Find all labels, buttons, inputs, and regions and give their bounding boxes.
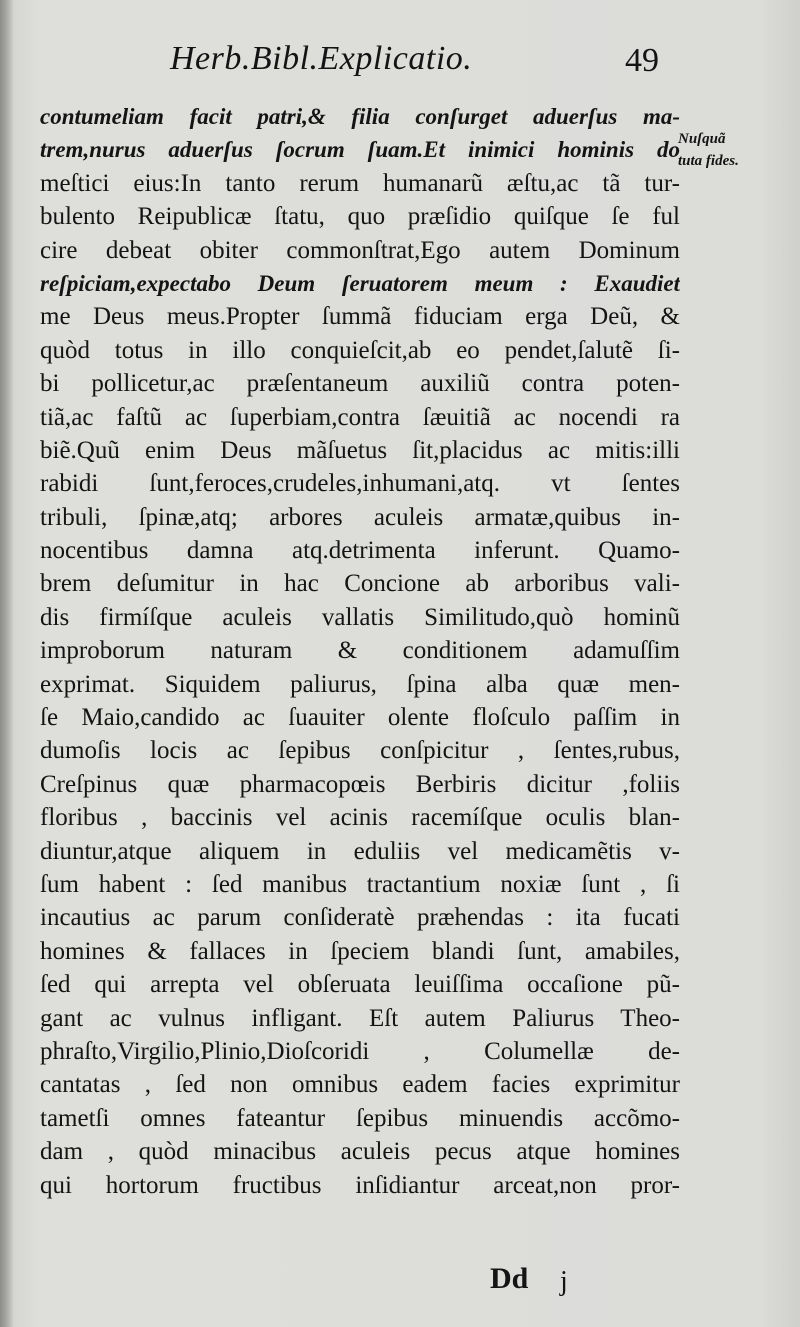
text-line: rabidi ſunt,feroces,crudeles,inhumani,atq. vt ſentes	[40, 470, 680, 498]
margin-note-line: tuta fides.	[678, 153, 739, 169]
text-line: incautius ac parum conſideratè præhendas : ita fucati	[40, 904, 680, 932]
text-line: tiã,ac faſtũ ac ſuperbiam,contra ſæuitiã ac nocendi ra	[40, 403, 680, 431]
text-line: ſed qui arrepta vel obſeruata leuiſſima occaſione pũ-	[40, 971, 680, 999]
text-line: bulento Reipublicæ ſtatu, quo præſidio quiſque ſe ful	[40, 203, 680, 231]
text-line: qui hortorum fructibus inſidiantur arceat,non pror-	[40, 1171, 680, 1199]
margin-note-line: Nuſquã	[678, 131, 726, 147]
text-line: nocentibus damna atq.detrimenta inferunt. Quamo-	[40, 537, 680, 565]
signature-mark: Dd	[490, 1262, 529, 1295]
text-line: cire debeat obiter commonſtrat,Ego autem Dominum	[40, 236, 680, 264]
body-text	[40, 100, 680, 1202]
text-line: trem,nurus aduerſus ſocrum ſuam.Et inimici hominis do	[40, 137, 680, 163]
text-line: tametſi omnes fateantur ſepibus minuendis accõmo-	[40, 1104, 680, 1132]
text-line: cantatas , ſed non omnibus eadem facies exprimitur	[40, 1071, 680, 1099]
text-line: improborum naturam & conditionem adamuſſim	[40, 637, 680, 665]
text-line: dumoſis locis ac ſepibus conſpicitur , ſentes,rubus,	[40, 737, 680, 765]
page-number: 49	[625, 42, 659, 79]
text-line: Creſpinus quæ pharmacopœis Berbiris dicitur ,foliis	[40, 770, 680, 798]
text-line: homines & fallaces in ſpeciem blandi ſunt, amabiles,	[40, 937, 680, 965]
text-line: ſum habent : ſed manibus tractantium noxiæ ſunt , ſi	[40, 870, 680, 898]
text-line: phraſto,Virgilio,Plinio,Dioſcoridi , Columellæ de-	[40, 1037, 680, 1065]
text-line: gant ac vulnus infligant. Eſt autem Paliurus Theo-	[40, 1004, 680, 1032]
catchword: j	[560, 1266, 568, 1297]
text-line: diuntur,atque aliquem in eduliis vel medicamẽtis v-	[40, 837, 680, 865]
text-line: brem deſumitur in hac Concione ab arboribus vali-	[40, 570, 680, 598]
text-line: biẽ.Quũ enim Deus mãſuetus ſit,placidus ac mitis:illi	[40, 436, 680, 464]
gutter-shadow	[0, 0, 14, 1327]
text-line: dis firmíſque aculeis vallatis Similitudo,quò hominũ	[40, 603, 680, 631]
text-line: bi pollicetur,ac præſentaneum auxiliũ contra poten-	[40, 370, 680, 398]
running-head: Herb.Bibl.Explicatio.	[170, 40, 473, 77]
text-line: floribus , baccinis vel acinis racemíſque oculis blan-	[40, 804, 680, 832]
text-line: quòd totus in illo conquieſcit,ab eo pendet,ſalutẽ ſi-	[40, 336, 680, 364]
margin-note	[678, 128, 793, 172]
text-line: me Deus meus.Propter ſummã fiduciam erga Deũ, &	[40, 303, 680, 331]
text-line: contumeliam facit patri,& filia conſurget aduerſus ma-	[40, 104, 680, 129]
text-line: tribuli, ſpinæ,atq; arbores aculeis armatæ,quibus in-	[40, 503, 680, 531]
text-line: dam , quòd minacibus aculeis pecus atque homines	[40, 1138, 680, 1166]
text-line: ſe Maio,candido ac ſuauiter olente floſculo paſſim in	[40, 704, 680, 732]
text-line: reſpiciam,expectabo Deum ſeruatorem meum : Exaudiet	[40, 270, 680, 296]
text-line: exprimat. Siquidem paliurus, ſpina alba quæ men-	[40, 670, 680, 698]
text-line: meſtici eius:In tanto rerum humanarũ æſtu,ac tã tur-	[40, 169, 680, 197]
